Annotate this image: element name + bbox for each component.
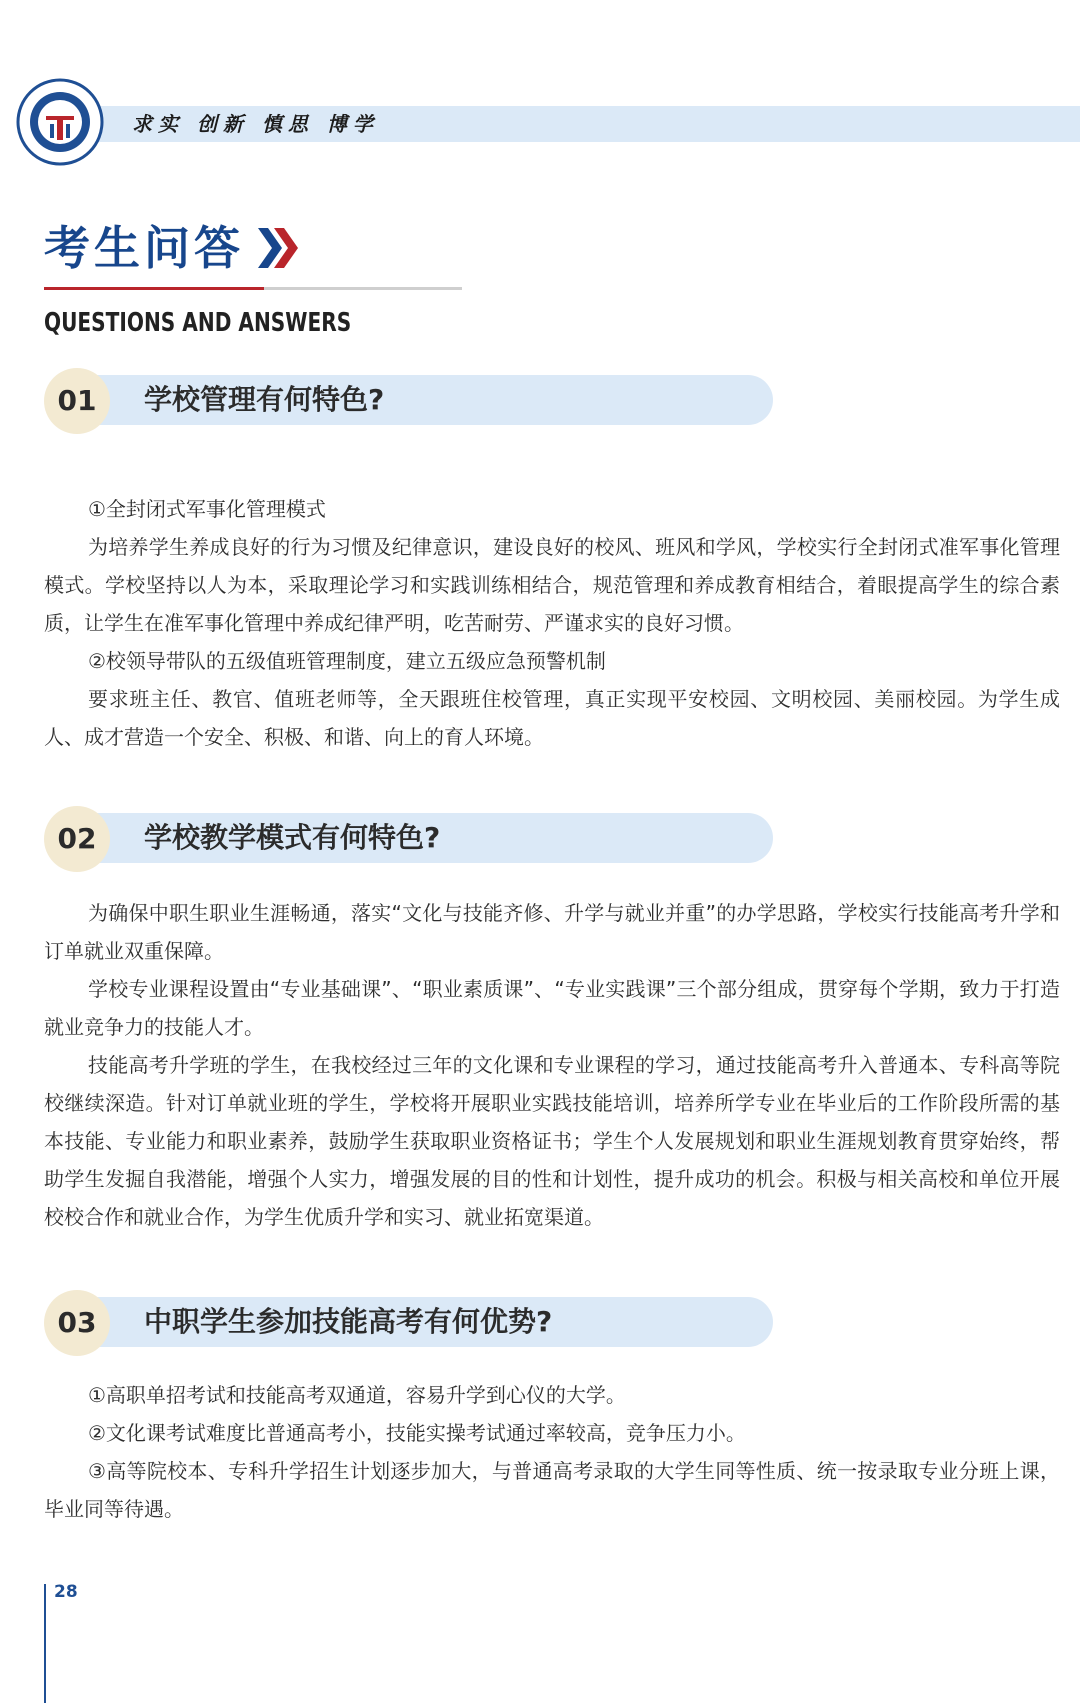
answer-paragraph: ①全封闭式军事化管理模式 [88, 497, 326, 521]
answer-03 [44, 1376, 1060, 1528]
question-title: 学校管理有何特色? [144, 383, 385, 416]
question-title: 中职学生参加技能高考有何优势? [144, 1305, 553, 1338]
title-underline-accent [44, 287, 264, 290]
page-title: 考生问答 [44, 221, 244, 275]
school-motto: 求实 创新 慎思 博学 [132, 112, 379, 136]
question-number: 01 [44, 368, 110, 434]
answer-paragraph: ③高等院校本、专科升学招生计划逐步加大，与普通高考录取的大学生同等性质、统一按录取专业分班上课，毕业同等待遇。 [44, 1459, 1060, 1521]
footer-rule [44, 1584, 46, 1703]
page-subtitle: QUESTIONS AND ANSWERS [44, 308, 352, 338]
answer-paragraph: 技能高考升学班的学生，在我校经过三年的文化课和专业课程的学习，通过技能高考升入普通本、专科高等院校继续深造。针对订单就业班的学生，学校将开展职业实践技能培训，培养所学专业在毕业后的工作阶段所需的基本技能、专业能力和职业素养，鼓励学生获取职业资格证书；学生个人发展规划和职业生涯规划教育贯穿始终，帮助学生发掘自我潜能，增强个人实力，增强发展的目的性和计划性，提升成功的机会。积极与相关高校和单位开展校校合作和就业合作，为学生优质升学和实习、就业拓宽渠道。 [44, 1053, 1060, 1229]
answer-01 [44, 490, 1060, 756]
page-number: 28 [54, 1582, 78, 1602]
answer-paragraph: 学校专业课程设置由“专业基础课”、“职业素质课”、“专业实践课”三个部分组成，贯穿每个学期，致力于打造就业竞争力的技能人才。 [44, 977, 1060, 1039]
answer-paragraph: 为培养学生养成良好的行为习惯及纪律意识，建设良好的校风、班风和学风，学校实行全封闭式准军事化管理模式。学校坚持以人为本，采取理论学习和实践训练相结合，规范管理和养成教育相结合，着眼提高学生的综合素质，让学生在准军事化管理中养成纪律严明，吃苦耐劳、严谨求实的良好习惯。 [44, 535, 1060, 635]
school-logo [16, 78, 104, 166]
answer-paragraph: 为确保中职生职业生涯畅通，落实“文化与技能齐修、升学与就业并重”的办学思路，学校实行技能高考升学和订单就业双重保障。 [44, 901, 1060, 963]
question-header-01 [44, 368, 774, 434]
answer-paragraph: ②校领导带队的五级值班管理制度，建立五级应急预警机制 [88, 649, 606, 673]
answer-paragraph: ①高职单招考试和技能高考双通道，容易升学到心仪的大学。 [88, 1383, 626, 1407]
question-number: 02 [44, 806, 110, 872]
question-title: 学校教学模式有何特色? [144, 821, 441, 854]
question-header-03 [44, 1290, 774, 1356]
answer-paragraph: ②文化课考试难度比普通高考小，技能实操考试通过率较高，竞争压力小。 [88, 1421, 746, 1445]
answer-02 [44, 894, 1060, 1236]
double-chevron-icon [256, 226, 302, 270]
answer-paragraph: 要求班主任、教官、值班老师等，全天跟班住校管理，真正实现平安校园、文明校园、美丽校园。为学生成人、成才营造一个安全、积极、和谐、向上的育人环境。 [44, 687, 1060, 749]
question-header-02 [44, 806, 774, 872]
question-number: 03 [44, 1290, 110, 1356]
